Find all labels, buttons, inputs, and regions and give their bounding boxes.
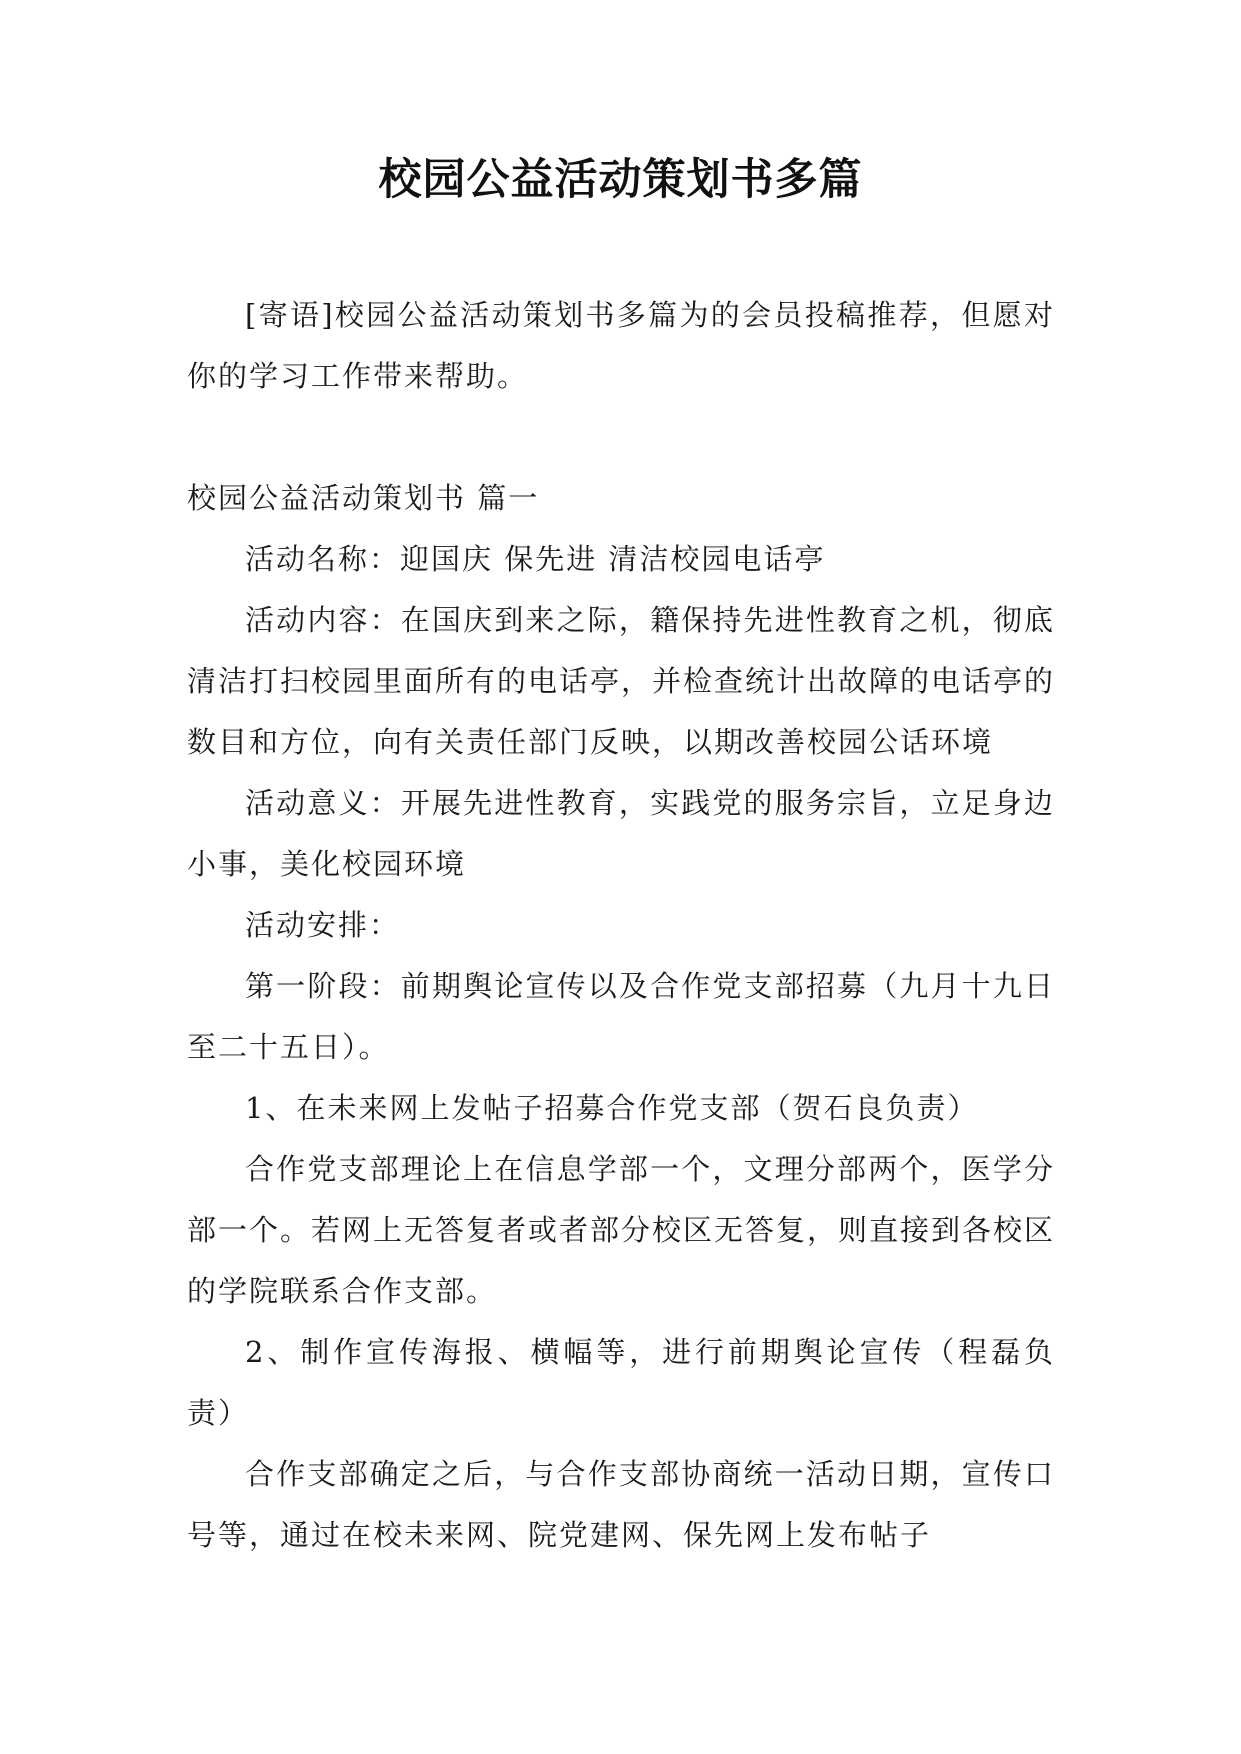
paragraph: 2、制作宣传海报、横幅等，进行前期舆论宣传（程磊负责） bbox=[187, 1335, 1055, 1430]
paragraph: 合作党支部理论上在信息学部一个，文理分部两个，医学分部一个。若网上无答复者或者部分校区无答复，则直接到各校区的学院联系合作支部。 bbox=[187, 1152, 1056, 1308]
section-heading: 校园公益活动策划书 篇一 bbox=[187, 481, 540, 515]
paragraph: 第一阶段：前期舆论宣传以及合作党支部招募（九月十九日至二十五日）。 bbox=[187, 969, 1055, 1064]
spacer bbox=[187, 407, 1055, 468]
paragraph: 活动内容：在国庆到来之际，籍保持先进性教育之机，彻底清洁打扫校园里面所有的电话亭，并检查统计出故障的电话亭的数目和方位，向有关责任部门反映，以期改善校园公话环境 bbox=[187, 603, 1056, 759]
paragraph: 合作支部确定之后，与合作支部协商统一活动日期，宣传口号等，通过在校未来网、院党建网、保先网上发布帖子 bbox=[187, 1457, 1055, 1552]
paragraph: 1、在未来网上发帖子招募合作党支部（贺石良负责） bbox=[245, 1091, 979, 1125]
intro-paragraph: [寄语]校园公益活动策划书多篇为的会员投稿推荐，但愿对你的学习工作带来帮助。 bbox=[187, 298, 1055, 393]
document-title: 校园公益活动策划书多篇 bbox=[378, 155, 863, 205]
paragraph: 活动名称：迎国庆 保先进 清洁校园电话亭 bbox=[245, 542, 826, 576]
document-body bbox=[187, 285, 1055, 1566]
paragraph: 活动安排： bbox=[245, 908, 401, 942]
paragraph: 活动意义：开展先进性教育，实践党的服务宗旨，立足身边小事，美化校园环境 bbox=[187, 786, 1055, 881]
